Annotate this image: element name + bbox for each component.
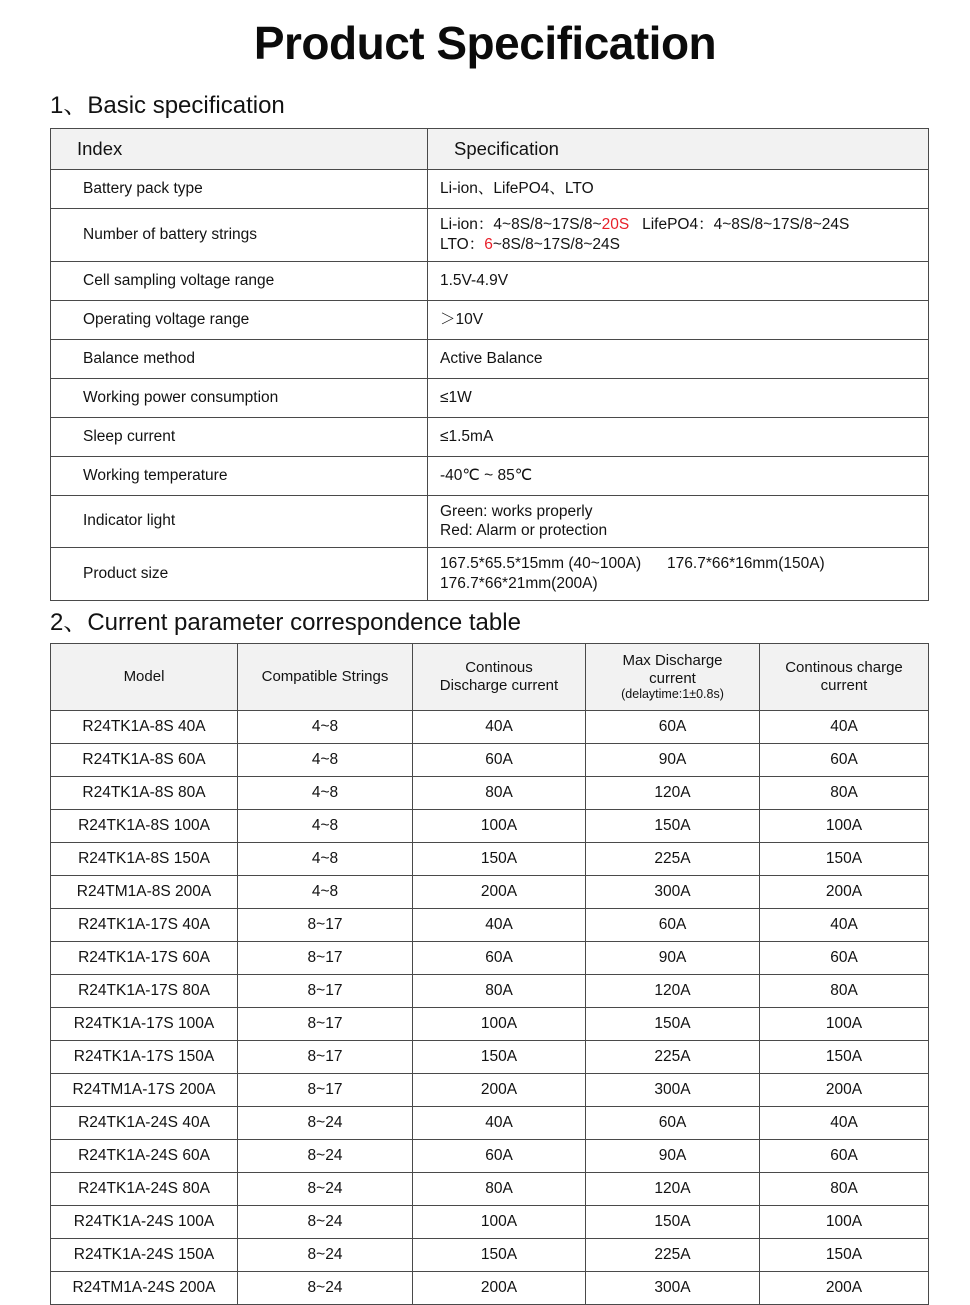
continous-discharge-current-cell: 100A xyxy=(413,810,586,843)
table-row xyxy=(51,170,929,209)
compatible-strings-cell: 4~8 xyxy=(238,711,413,744)
model-name-cell: R24TM1A-17S 200A xyxy=(51,1074,238,1107)
table-row xyxy=(51,300,929,339)
model-name-cell: R24TK1A-24S 60A xyxy=(51,1140,238,1173)
table-row xyxy=(51,1008,929,1041)
max-discharge-current-cell: 90A xyxy=(586,744,760,777)
compatible-strings-cell: 8~17 xyxy=(238,909,413,942)
compatible-strings-cell: 8~24 xyxy=(238,1239,413,1272)
model-name-cell: R24TK1A-17S 100A xyxy=(51,1008,238,1041)
continous-discharge-current-cell: 40A xyxy=(413,1107,586,1140)
model-name-cell: R24TK1A-8S 80A xyxy=(51,777,238,810)
spec-index-cell: Balance method xyxy=(51,339,428,378)
continous-charge-current-cell: 150A xyxy=(760,843,929,876)
table-row xyxy=(51,1206,929,1239)
max-discharge-current-cell: 90A xyxy=(586,942,760,975)
section-heading-basic-specification: 1、Basic specification xyxy=(50,92,285,119)
spec-value-line xyxy=(440,271,928,291)
table-row xyxy=(51,548,929,601)
spec-value-line xyxy=(440,521,928,541)
table-header-row xyxy=(51,129,929,170)
spec-index-cell: Battery pack type xyxy=(51,170,428,209)
column-header-compatible-strings: Compatible Strings xyxy=(238,643,413,710)
continous-charge-current-cell: 100A xyxy=(760,1008,929,1041)
model-name-cell: R24TK1A-8S 60A xyxy=(51,744,238,777)
continous-charge-current-cell: 200A xyxy=(760,876,929,909)
continous-discharge-current-cell: 150A xyxy=(413,1041,586,1074)
compatible-strings-cell: 8~24 xyxy=(238,1272,413,1305)
spec-index-cell: Product size xyxy=(51,548,428,601)
model-name-cell: R24TK1A-8S 100A xyxy=(51,810,238,843)
continous-discharge-current-cell: 80A xyxy=(413,975,586,1008)
value-text: ≤1.5mA xyxy=(440,427,494,445)
table-row xyxy=(51,1107,929,1140)
spec-value-cell xyxy=(428,300,929,339)
value-text: 1.5V-4.9V xyxy=(440,271,509,289)
current-parameter-table-wrap xyxy=(0,643,970,1305)
spec-value-line xyxy=(440,574,928,594)
spec-value-cell xyxy=(428,261,929,300)
table-row xyxy=(51,1041,929,1074)
table-row xyxy=(51,1239,929,1272)
compatible-strings-cell: 4~8 xyxy=(238,744,413,777)
value-text: ＞10V xyxy=(440,310,484,328)
highlighted-value: 6 xyxy=(484,235,493,253)
value-text: LTO： xyxy=(440,235,485,253)
compatible-strings-cell: 4~8 xyxy=(238,843,413,876)
spec-index-cell: Cell sampling voltage range xyxy=(51,261,428,300)
spec-value-cell xyxy=(428,456,929,495)
model-name-cell: R24TK1A-8S 40A xyxy=(51,711,238,744)
compatible-strings-cell: 8~17 xyxy=(238,1008,413,1041)
column-header-continous-charge-current: Continous charge current xyxy=(760,643,929,710)
spec-value-line xyxy=(440,388,928,408)
basic-specification-rows xyxy=(51,170,929,601)
value-text: Li-ion、LifePO4、LTO xyxy=(440,180,594,198)
table-row xyxy=(51,456,929,495)
continous-discharge-current-cell: 80A xyxy=(413,1173,586,1206)
model-name-cell: R24TK1A-17S 40A xyxy=(51,909,238,942)
compatible-strings-cell: 8~24 xyxy=(238,1173,413,1206)
spec-value-cell xyxy=(428,495,929,548)
table-row xyxy=(51,942,929,975)
table-row xyxy=(51,1074,929,1107)
highlighted-value: 20S xyxy=(601,216,630,233)
spec-value-line xyxy=(440,554,928,574)
table-row xyxy=(51,744,929,777)
max-discharge-current-cell: 225A xyxy=(586,1041,760,1074)
column-header-index: Index xyxy=(51,129,428,170)
table-row xyxy=(51,909,929,942)
continous-charge-current-cell: 80A xyxy=(760,1173,929,1206)
model-name-cell: R24TK1A-17S 150A xyxy=(51,1041,238,1074)
compatible-strings-cell: 4~8 xyxy=(238,810,413,843)
table-row xyxy=(51,843,929,876)
model-name-cell: R24TK1A-24S 100A xyxy=(51,1206,238,1239)
column-header-max-discharge-current xyxy=(586,643,760,710)
max-discharge-current-cell: 225A xyxy=(586,1239,760,1272)
continous-discharge-current-cell: 80A xyxy=(413,777,586,810)
table-row xyxy=(51,1272,929,1305)
continous-discharge-current-cell: 200A xyxy=(413,1272,586,1305)
max-discharge-current-cell: 120A xyxy=(586,975,760,1008)
model-name-cell: R24TK1A-24S 150A xyxy=(51,1239,238,1272)
continous-discharge-current-cell: 40A xyxy=(413,909,586,942)
max-discharge-current-cell: 60A xyxy=(586,711,760,744)
table-row xyxy=(51,1173,929,1206)
continous-discharge-current-cell: 100A xyxy=(413,1206,586,1239)
max-discharge-current-label: Max Discharge current xyxy=(622,651,723,687)
table-row xyxy=(51,339,929,378)
compatible-strings-cell: 8~17 xyxy=(238,975,413,1008)
spec-value-line xyxy=(440,235,928,255)
max-discharge-current-cell: 60A xyxy=(586,909,760,942)
compatible-strings-cell: 8~24 xyxy=(238,1140,413,1173)
max-discharge-current-cell: 150A xyxy=(586,810,760,843)
continous-charge-current-cell: 40A xyxy=(760,909,929,942)
value-text: Li-ion：4~8S/8~17S/8~ xyxy=(440,216,602,233)
table-row xyxy=(51,209,929,262)
model-name-cell: R24TK1A-8S 150A xyxy=(51,843,238,876)
value-text: LifePO4：4~8S/8~17S/8~24S xyxy=(629,216,850,233)
spec-value-line xyxy=(440,215,928,235)
continous-charge-current-cell: 40A xyxy=(760,711,929,744)
spec-value-line xyxy=(440,466,928,486)
max-discharge-current-cell: 150A xyxy=(586,1008,760,1041)
continous-discharge-current-cell: 60A xyxy=(413,942,586,975)
table-header-row xyxy=(51,643,929,710)
spec-index-cell: Number of battery strings xyxy=(51,209,428,262)
spec-index-cell: Sleep current xyxy=(51,417,428,456)
table-row xyxy=(51,417,929,456)
table-row xyxy=(51,777,929,810)
max-discharge-current-cell: 90A xyxy=(586,1140,760,1173)
column-header-model: Model xyxy=(51,643,238,710)
spec-value-line xyxy=(440,349,928,369)
max-discharge-current-cell: 300A xyxy=(586,1074,760,1107)
spec-value-cell xyxy=(428,417,929,456)
model-name-cell: R24TK1A-17S 60A xyxy=(51,942,238,975)
compatible-strings-cell: 8~17 xyxy=(238,1041,413,1074)
model-name-cell: R24TK1A-17S 80A xyxy=(51,975,238,1008)
compatible-strings-cell: 8~24 xyxy=(238,1206,413,1239)
max-discharge-current-cell: 225A xyxy=(586,843,760,876)
column-header-specification: Specification xyxy=(428,129,929,170)
continous-discharge-current-cell: 100A xyxy=(413,1008,586,1041)
spec-value-line xyxy=(440,502,928,522)
compatible-strings-cell: 8~17 xyxy=(238,942,413,975)
max-discharge-current-cell: 120A xyxy=(586,777,760,810)
continous-charge-current-cell: 40A xyxy=(760,1107,929,1140)
max-discharge-current-cell: 300A xyxy=(586,876,760,909)
max-discharge-current-cell: 60A xyxy=(586,1107,760,1140)
compatible-strings-cell: 4~8 xyxy=(238,777,413,810)
value-text: Active Balance xyxy=(440,349,543,367)
table-row xyxy=(51,711,929,744)
continous-discharge-current-cell: 40A xyxy=(413,711,586,744)
table-row xyxy=(51,378,929,417)
model-name-cell: R24TK1A-24S 80A xyxy=(51,1173,238,1206)
spec-index-cell: Operating voltage range xyxy=(51,300,428,339)
max-discharge-current-cell: 150A xyxy=(586,1206,760,1239)
value-text: Red: Alarm or protection xyxy=(440,522,608,540)
continous-charge-current-cell: 200A xyxy=(760,1074,929,1107)
page-title: Product Specification xyxy=(253,17,717,69)
spec-index-cell: Indicator light xyxy=(51,495,428,548)
continous-discharge-current-cell: 150A xyxy=(413,843,586,876)
spec-index-cell: Working power consumption xyxy=(51,378,428,417)
value-text: -40℃ ~ 85℃ xyxy=(440,466,533,484)
continous-charge-current-cell: 60A xyxy=(760,1140,929,1173)
continous-discharge-current-cell: 200A xyxy=(413,1074,586,1107)
continous-charge-current-cell: 150A xyxy=(760,1239,929,1272)
compatible-strings-cell: 8~24 xyxy=(238,1107,413,1140)
current-parameter-table xyxy=(50,643,929,1305)
table-row xyxy=(51,1140,929,1173)
continous-discharge-current-cell: 60A xyxy=(413,744,586,777)
spec-value-cell xyxy=(428,378,929,417)
value-text: Green: works properly xyxy=(440,502,593,520)
model-name-cell: R24TM1A-24S 200A xyxy=(51,1272,238,1305)
spec-value-line xyxy=(440,427,928,447)
table-row xyxy=(51,975,929,1008)
value-text: ≤1W xyxy=(440,388,472,406)
model-name-cell: R24TM1A-8S 200A xyxy=(51,876,238,909)
spec-value-line xyxy=(440,179,928,199)
current-parameter-rows xyxy=(51,711,929,1305)
max-discharge-current-note: (delaytime:1±0.8s) xyxy=(621,687,724,702)
table-row xyxy=(51,495,929,548)
spec-value-cell xyxy=(428,209,929,262)
continous-discharge-current-cell: 150A xyxy=(413,1239,586,1272)
spec-value-cell xyxy=(428,339,929,378)
basic-specification-table xyxy=(50,128,929,601)
table-row xyxy=(51,261,929,300)
column-header-continous-discharge-current: Continous Discharge current xyxy=(413,643,586,710)
spec-index-cell: Working temperature xyxy=(51,456,428,495)
compatible-strings-cell: 4~8 xyxy=(238,876,413,909)
spec-value-cell xyxy=(428,170,929,209)
continous-charge-current-cell: 60A xyxy=(760,942,929,975)
compatible-strings-cell: 8~17 xyxy=(238,1074,413,1107)
value-text: 167.5*65.5*15mm (40~100A) 176.7*66*16mm(150A) xyxy=(440,555,825,573)
continous-discharge-current-cell: 60A xyxy=(413,1140,586,1173)
table-row xyxy=(51,810,929,843)
value-text: 176.7*66*21mm(200A) xyxy=(440,575,598,593)
continous-charge-current-cell: 100A xyxy=(760,1206,929,1239)
continous-charge-current-cell: 80A xyxy=(760,777,929,810)
spec-value-cell xyxy=(428,548,929,601)
continous-charge-current-cell: 80A xyxy=(760,975,929,1008)
continous-charge-current-cell: 200A xyxy=(760,1272,929,1305)
model-name-cell: R24TK1A-24S 40A xyxy=(51,1107,238,1140)
section-heading-current-parameter-table: 2、Current parameter correspondence table xyxy=(50,608,521,636)
table-row xyxy=(51,876,929,909)
basic-specification-table-wrap xyxy=(0,128,970,601)
spec-value-line xyxy=(440,310,928,330)
continous-discharge-current-cell: 200A xyxy=(413,876,586,909)
max-discharge-current-cell: 120A xyxy=(586,1173,760,1206)
continous-charge-current-cell: 150A xyxy=(760,1041,929,1074)
continous-charge-current-cell: 100A xyxy=(760,810,929,843)
max-discharge-current-cell: 300A xyxy=(586,1272,760,1305)
continous-charge-current-cell: 60A xyxy=(760,744,929,777)
value-text: ~8S/8~17S/8~24S xyxy=(492,235,620,253)
